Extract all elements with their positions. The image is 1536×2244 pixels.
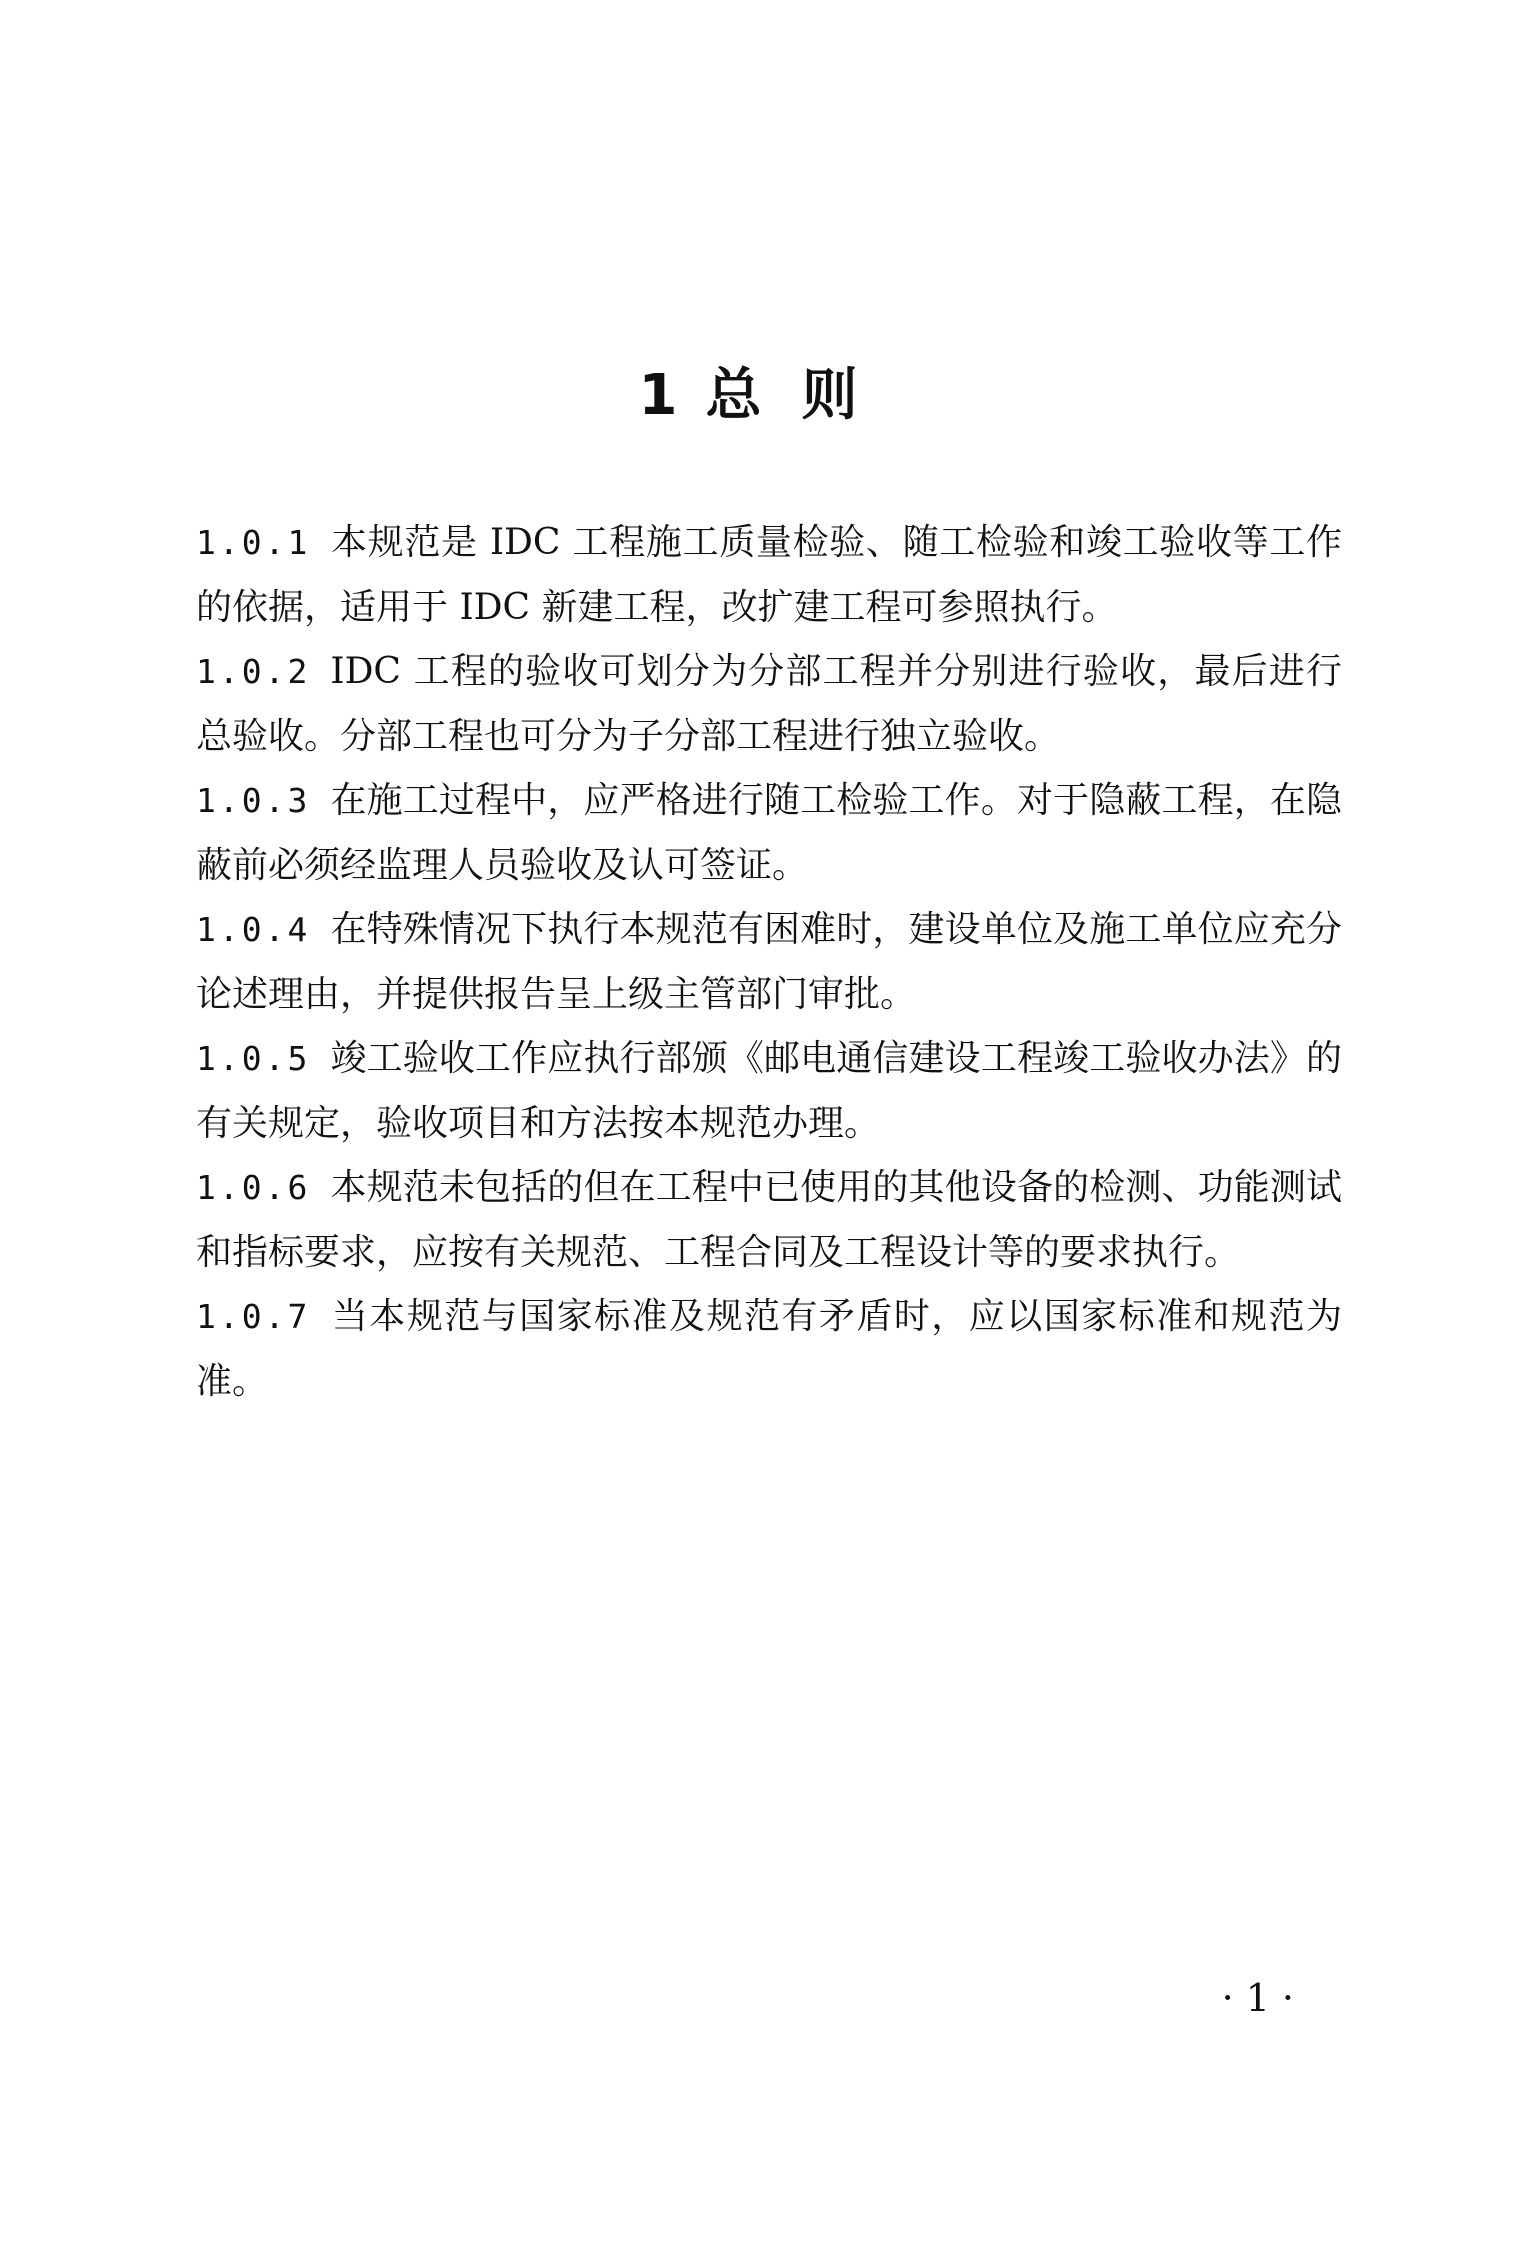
clause-1-0-1 [196, 511, 1342, 640]
clause-number: 1.0.6 [196, 1168, 311, 1207]
clause-1-0-2 [196, 640, 1342, 769]
clause-text: 本规范未包括的但在工程中已使用的其他设备的检测、功能测试和指标要求，应按有关规范、工程合同及工程设计等的要求执行。 [196, 1167, 1342, 1273]
clause-1-0-4 [196, 898, 1342, 1027]
chapter-number: 1 [638, 362, 678, 428]
clause-text: 本规范是 IDC 工程施工质量检验、随工检验和竣工验收等工作的依据，适用于 IDC 新建工程，改扩建工程可参照执行。 [196, 522, 1342, 628]
clause-number: 1.0.1 [196, 523, 311, 562]
clause-1-0-6 [196, 1156, 1342, 1285]
clause-number: 1.0.7 [196, 1297, 311, 1336]
clause-1-0-5 [196, 1027, 1342, 1156]
clause-list [196, 511, 1342, 1414]
clause-number: 1.0.4 [196, 910, 311, 949]
chapter-title-text: 总则 [705, 362, 898, 428]
clause-1-0-7 [196, 1285, 1342, 1414]
clause-text: 在施工过程中，应严格进行随工检验工作。对于隐蔽工程，在隐蔽前必须经监理人员验收及认可签证。 [196, 780, 1342, 886]
clause-number: 1.0.3 [196, 781, 311, 820]
clause-text: IDC 工程的验收可划分为分部工程并分别进行验收，最后进行总验收。分部工程也可分为子分部工程进行独立验收。 [196, 651, 1342, 757]
clause-number: 1.0.5 [196, 1039, 311, 1078]
clause-text: 在特殊情况下执行本规范有困难时，建设单位及施工单位应充分论述理由，并提供报告呈上级主管部门审批。 [196, 909, 1342, 1015]
clause-text: 当本规范与国家标准及规范有矛盾时，应以国家标准和规范为准。 [196, 1296, 1342, 1402]
clause-1-0-3 [196, 769, 1342, 898]
chapter-title [0, 356, 1536, 436]
page-number: ·1· [1221, 1976, 1306, 2020]
clause-text: 竣工验收工作应执行部颁《邮电通信建设工程竣工验收办法》的有关规定，验收项目和方法按本规范办理。 [196, 1038, 1342, 1144]
clause-number: 1.0.2 [196, 652, 311, 691]
